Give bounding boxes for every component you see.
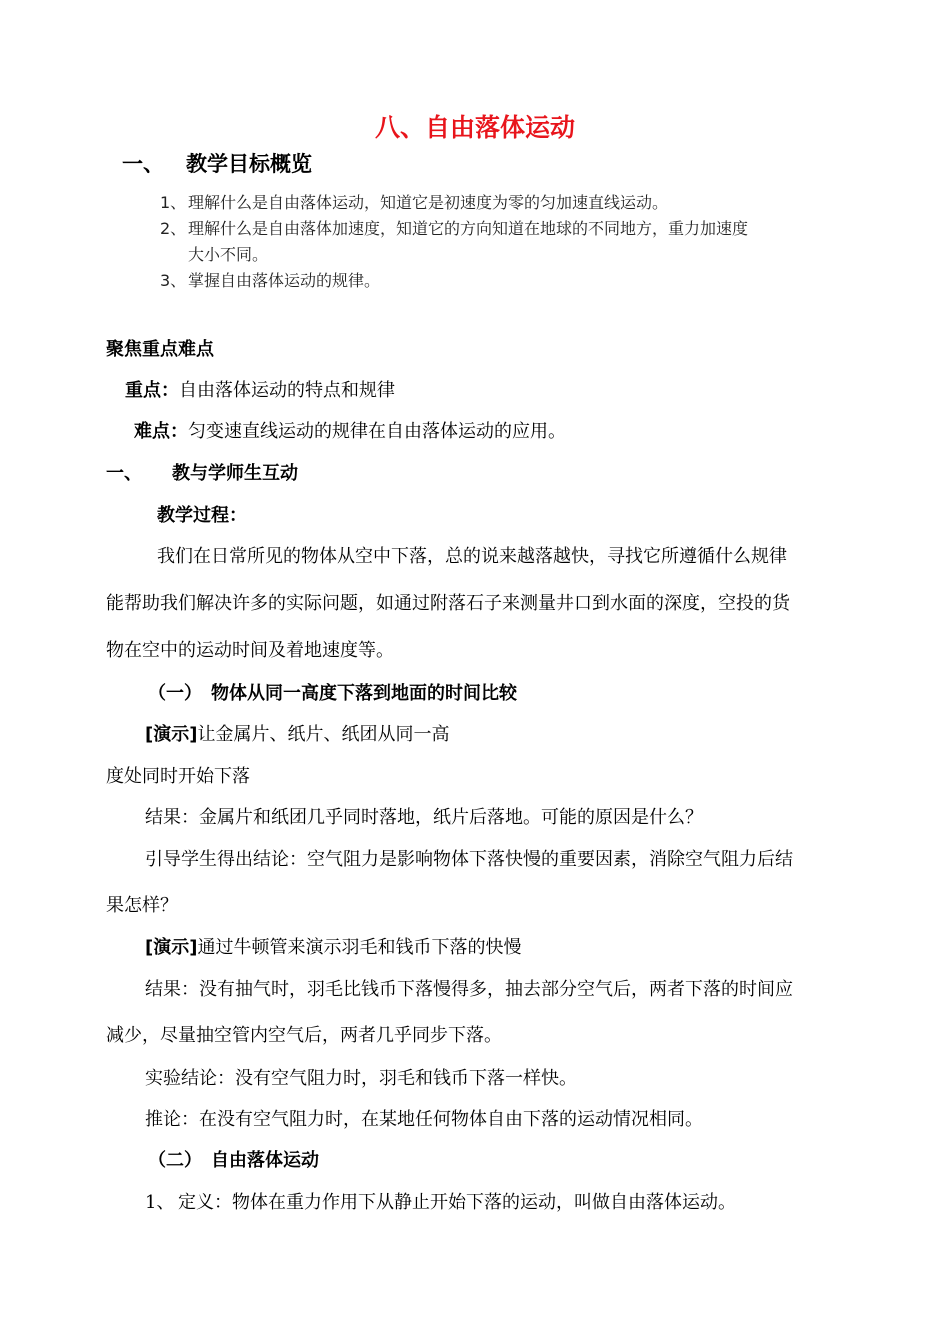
objective-number: 1、 <box>160 193 187 212</box>
difficulty-text: 匀变速直线运动的规律在自由落体运动的应用。 <box>188 421 566 442</box>
demo-text: 通过牛顿管来演示羽毛和钱币下落的快慢 <box>197 937 522 958</box>
difficulty-label: 难点： <box>134 421 188 442</box>
guide-line: 果怎样？ <box>106 895 178 916</box>
section2-number: 一、 <box>106 463 142 484</box>
guide-line: 引导学生得出结论：空气阻力是影响物体下落快慢的重要因素，消除空气阻力后结 <box>145 849 793 870</box>
objective-number: 2、 <box>160 219 187 238</box>
page-title: 八、自由落体运动 <box>374 113 575 142</box>
focus-heading: 聚焦重点难点 <box>106 339 214 360</box>
process-label: 教学过程： <box>157 505 247 526</box>
intro-line: 能帮助我们解决许多的实际问题，如通过附落石子来测量井口到水面的深度，空投的货 <box>106 593 790 614</box>
objective-text: 掌握自由落体运动的规律。 <box>188 271 381 290</box>
key-point-text: 自由落体运动的特点和规律 <box>179 380 395 401</box>
part1-label: （一） <box>148 683 202 704</box>
objective-number: 3、 <box>160 271 187 290</box>
section1-number: 一、 <box>122 152 164 176</box>
objective-text: 理解什么是自由落体运动，知道它是初速度为零的匀加速直线运动。 <box>188 193 669 212</box>
demo-text: 让金属片、纸片、纸团从同一高 <box>197 724 450 745</box>
part1-heading: 物体从同一高度下落到地面的时间比较 <box>211 683 517 704</box>
demo-tag: [演示] <box>145 724 198 745</box>
demo-text-continued: 度处同时开始下落 <box>106 766 250 787</box>
section2-heading: 教与学师生互动 <box>172 463 298 484</box>
intro-line: 我们在日常所见的物体从空中下落，总的说来越落越快，寻找它所遵循什么规律 <box>157 546 787 567</box>
part2-label: （二） <box>148 1150 202 1171</box>
definition-text: 定义：物体在重力作用下从静止开始下落的运动，叫做自由落体运动。 <box>178 1192 736 1213</box>
conclusion-text: 实验结论：没有空气阻力时，羽毛和钱币下落一样快。 <box>145 1068 577 1089</box>
demo-tag: [演示] <box>145 937 198 958</box>
result-text: 结果：金属片和纸团几乎同时落地，纸片后落地。可能的原因是什么？ <box>145 807 703 828</box>
objective-text-continued: 大小不同。 <box>188 245 269 264</box>
part2-heading: 自由落体运动 <box>211 1150 319 1171</box>
inference-text: 推论：在没有空气阻力时，在某地任何物体自由下落的运动情况相同。 <box>145 1109 703 1130</box>
objective-text: 理解什么是自由落体加速度，知道它的方向知道在地球的不同地方，重力加速度 <box>188 219 749 238</box>
key-point-label: 重点： <box>125 380 179 401</box>
result-line: 减少，尽量抽空管内空气后，两者几乎同步下落。 <box>106 1025 502 1046</box>
intro-line: 物在空中的运动时间及着地速度等。 <box>106 640 394 661</box>
section1-heading: 教学目标概览 <box>186 152 312 176</box>
definition-number: 1、 <box>145 1192 175 1213</box>
result-line: 结果：没有抽气时，羽毛比钱币下落慢得多，抽去部分空气后，两者下落的时间应 <box>145 979 793 1000</box>
